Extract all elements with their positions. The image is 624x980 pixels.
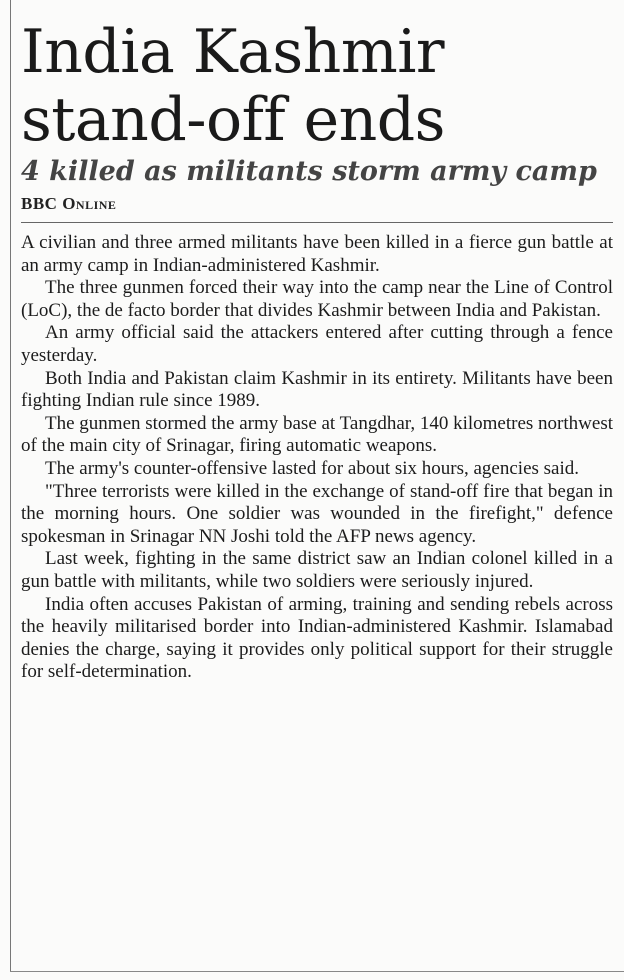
source-byline: BBC Online [21, 194, 117, 213]
paragraph: A civilian and three armed militants have been killed in a fierce gun battle at an army camp in Indian-administered Kashmir. [21, 232, 613, 276]
paragraph: India often accuses Pakistan of arming, training and sending rebels across the heavily militarised border into Indian-administered Kashmir. Islamabad denies the charge, saying it provides only political support for their struggle for self-determination. [21, 593, 613, 683]
bottom-rule [10, 971, 624, 972]
paragraph: The gunmen stormed the army base at Tangdhar, 140 kilometres northwest of the main city of Srinagar, firing automatic weapons. [21, 412, 613, 457]
paragraph: The army's counter-offensive lasted for about six hours, agencies said. [45, 457, 580, 479]
paragraph: An army official said the attackers entered after cutting through a fence yesterday. [21, 322, 613, 366]
subheadline: 4 killed as militants storm army camp [21, 156, 597, 187]
divider [21, 222, 613, 223]
paragraph: "Three terrorists were killed in the exchange of stand-off fire that began in the morning hours. One soldier was wounded in the firefight," defence spokesman in Srinagar NN Joshi told the AFP news agency. [21, 480, 613, 547]
column-rule [10, 0, 11, 972]
headline: India Kashmir stand-off ends [21, 17, 445, 155]
paragraph: Both India and Pakistan claim Kashmir in its entirety. Militants have been fighting Indian rule since 1989. [21, 367, 613, 412]
paragraph: The three gunmen forced their way into the camp near the Line of Control (LoC), the de facto border that divides Kashmir between India and Pakistan. [21, 277, 613, 321]
paragraph: Last week, fighting in the same district saw an Indian colonel killed in a gun battle with militants, while two soldiers were seriously injured. [21, 548, 613, 592]
article-body [21, 232, 613, 684]
article [21, 18, 613, 684]
